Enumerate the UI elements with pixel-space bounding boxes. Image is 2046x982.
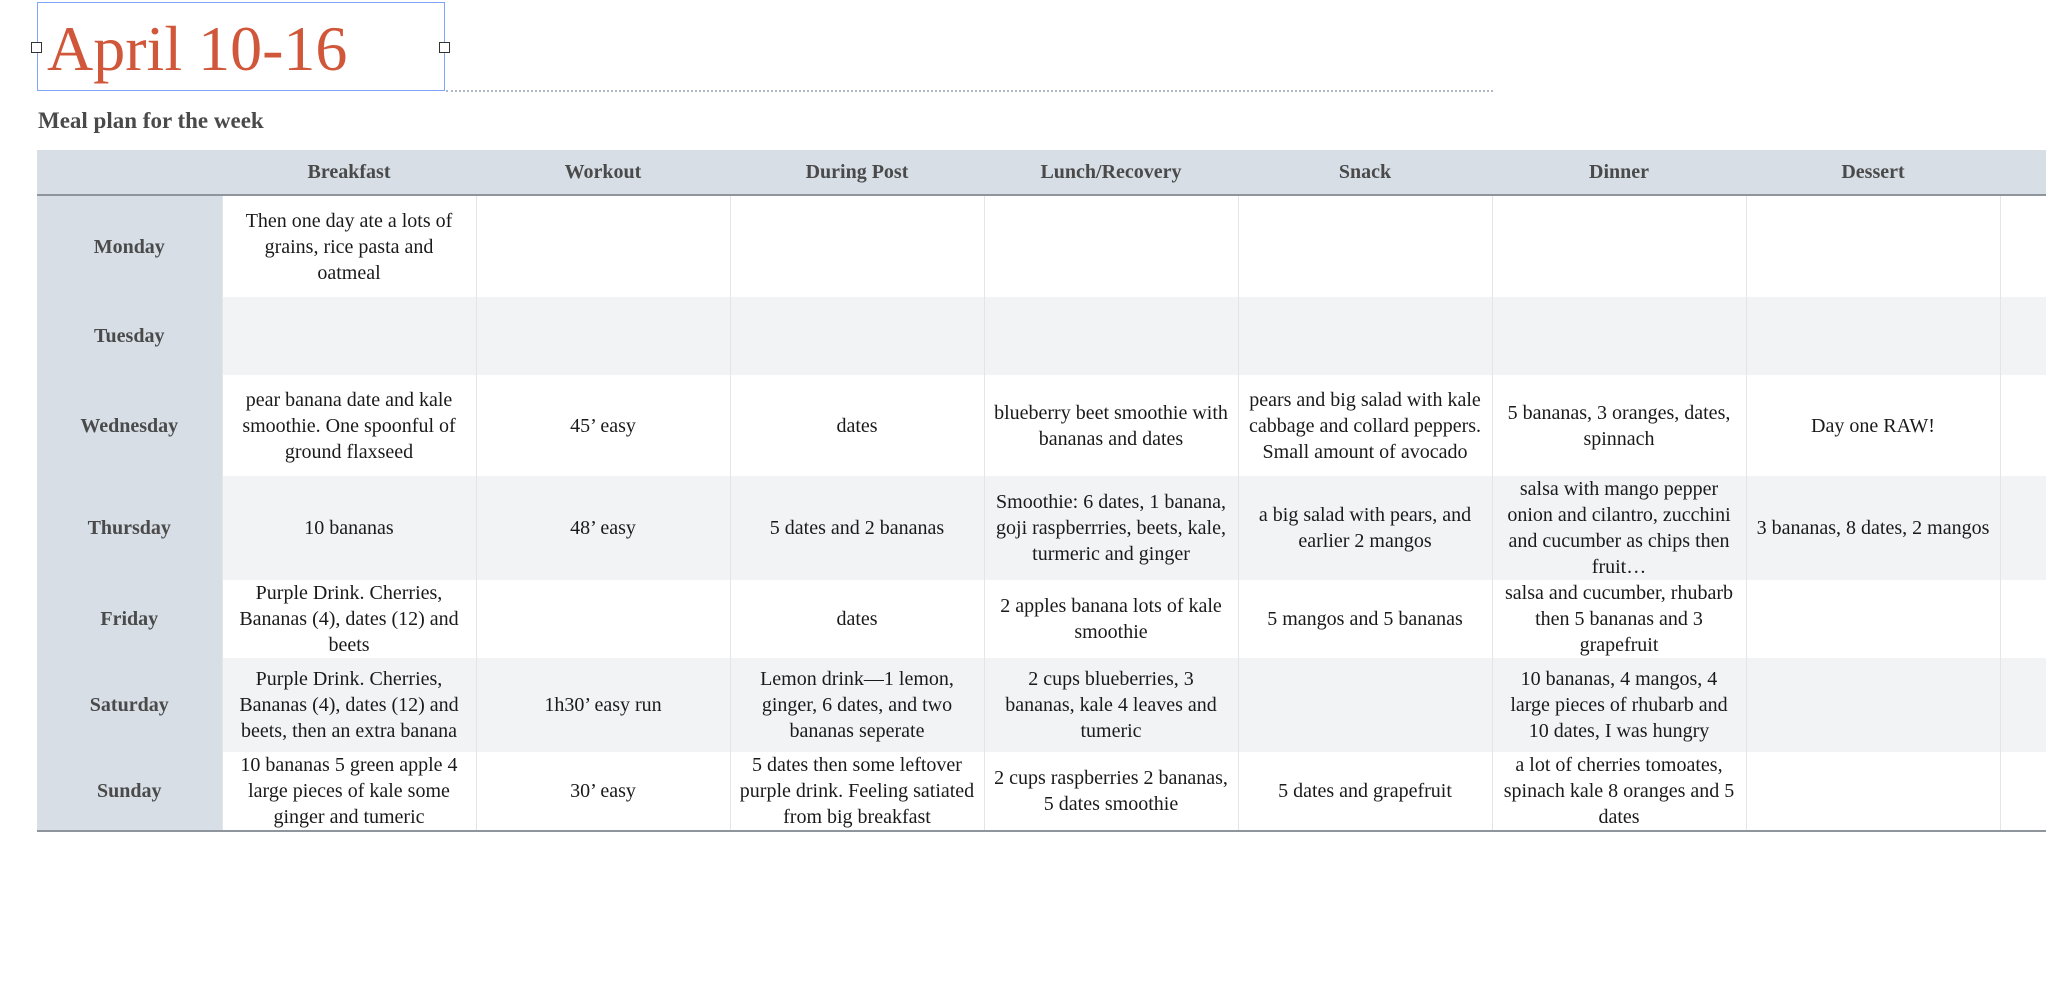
table-cell[interactable]: [1746, 580, 2000, 658]
table-caption[interactable]: Meal plan for the week: [38, 108, 264, 133]
table-cell[interactable]: [476, 297, 730, 375]
table-cell[interactable]: [2000, 580, 2046, 658]
table-cell[interactable]: 5 dates then some leftover purple drink. Feeling satiated from big breakfast: [730, 752, 984, 831]
table-cell[interactable]: [730, 297, 984, 375]
meal-plan-table[interactable]: [37, 150, 2046, 832]
row-header-day[interactable]: Monday: [37, 195, 222, 297]
table-cell[interactable]: [1238, 658, 1492, 752]
table-row: [37, 375, 2046, 476]
table-cell[interactable]: 10 bananas 5 green apple 4 large pieces of kale some ginger and tumeric: [222, 752, 476, 831]
table-cell[interactable]: [1746, 752, 2000, 831]
resize-handle-right[interactable]: [439, 42, 450, 53]
row-header-day[interactable]: Tuesday: [37, 297, 222, 375]
table-cell[interactable]: pears and big salad with kale cabbage and collard peppers. Small amount of avocado: [1238, 375, 1492, 476]
table-cell[interactable]: dates: [730, 580, 984, 658]
header-row: [37, 150, 2046, 195]
column-header[interactable]: Dinner: [1492, 150, 1746, 195]
table-cell[interactable]: [984, 195, 1238, 297]
table-cell[interactable]: [2000, 658, 2046, 752]
table-cell[interactable]: [1746, 658, 2000, 752]
table-cell[interactable]: 3 bananas, 8 dates, 2 mangos: [1746, 476, 2000, 580]
table-cell[interactable]: 5 dates and grapefruit: [1238, 752, 1492, 831]
table-cell[interactable]: 10 bananas: [222, 476, 476, 580]
table-cell[interactable]: 5 mangos and 5 bananas: [1238, 580, 1492, 658]
column-header[interactable]: Breakfast: [222, 150, 476, 195]
table-cell[interactable]: [730, 195, 984, 297]
title-text-box[interactable]: [37, 2, 445, 91]
table-cell[interactable]: [2000, 195, 2046, 297]
table-cell[interactable]: [476, 195, 730, 297]
table-cell[interactable]: 45’ easy: [476, 375, 730, 476]
row-header-day[interactable]: Wednesday: [37, 375, 222, 476]
table-cell[interactable]: dates: [730, 375, 984, 476]
table-cell[interactable]: blueberry beet smoothie with bananas and dates: [984, 375, 1238, 476]
table-cell[interactable]: [1492, 297, 1746, 375]
table-cell[interactable]: pear banana date and kale smoothie. One spoonful of ground flaxseed: [222, 375, 476, 476]
table-cell[interactable]: 1h30’ easy run: [476, 658, 730, 752]
header-corner-cell[interactable]: [37, 150, 222, 195]
table-cell[interactable]: Purple Drink. Cherries, Bananas (4), dates (12) and beets, then an extra banana: [222, 658, 476, 752]
table-cell[interactable]: [1746, 297, 2000, 375]
table-cell[interactable]: a lot of cherries tomoates, spinach kale 8 oranges and 5 dates: [1492, 752, 1746, 831]
table-cell[interactable]: [1746, 195, 2000, 297]
table-cell[interactable]: a big salad with pears, and earlier 2 mangos: [1238, 476, 1492, 580]
table-cell[interactable]: 30’ easy: [476, 752, 730, 831]
row-header-day[interactable]: Sunday: [37, 752, 222, 831]
table-cell[interactable]: Purple Drink. Cherries, Bananas (4), dates (12) and beets: [222, 580, 476, 658]
table-cell[interactable]: [1238, 297, 1492, 375]
table-cell[interactable]: 5 dates and 2 bananas: [730, 476, 984, 580]
column-header[interactable]: During Post: [730, 150, 984, 195]
table-cell[interactable]: 2 apples banana lots of kale smoothie: [984, 580, 1238, 658]
table-cell[interactable]: Day one RAW!: [1746, 375, 2000, 476]
table-cell[interactable]: [2000, 752, 2046, 831]
table-cell[interactable]: [476, 580, 730, 658]
table-row: [37, 297, 2046, 375]
table-cell[interactable]: [1238, 195, 1492, 297]
table-cell[interactable]: [2000, 476, 2046, 580]
table-cell[interactable]: [984, 297, 1238, 375]
page-title[interactable]: April 10-16: [47, 13, 348, 84]
table-cell[interactable]: salsa and cucumber, rhubarb then 5 bananas and 3 grapefruit: [1492, 580, 1746, 658]
table-row: [37, 580, 2046, 658]
table-cell[interactable]: [2000, 375, 2046, 476]
table-row: [37, 752, 2046, 831]
table-row: [37, 658, 2046, 752]
row-header-day[interactable]: Friday: [37, 580, 222, 658]
column-header[interactable]: Workout: [476, 150, 730, 195]
table-cell[interactable]: Then one day ate a lots of grains, rice pasta and oatmeal: [222, 195, 476, 297]
column-header[interactable]: Snack: [1238, 150, 1492, 195]
table-cell[interactable]: 48’ easy: [476, 476, 730, 580]
table-cell[interactable]: 5 bananas, 3 oranges, dates, spinnach: [1492, 375, 1746, 476]
row-header-day[interactable]: Thursday: [37, 476, 222, 580]
table-cell[interactable]: 2 cups blueberries, 3 bananas, kale 4 leaves and tumeric: [984, 658, 1238, 752]
table-cell[interactable]: salsa with mango pepper onion and cilantro, zucchini and cucumber as chips then fruit…: [1492, 476, 1746, 580]
row-header-day[interactable]: Saturday: [37, 658, 222, 752]
table-cell[interactable]: [2000, 297, 2046, 375]
table-row: [37, 195, 2046, 297]
title-divider: [446, 90, 1493, 92]
table-cell[interactable]: Lemon drink—1 lemon, ginger, 6 dates, and two bananas seperate: [730, 658, 984, 752]
table-cell[interactable]: 10 bananas, 4 mangos, 4 large pieces of rhubarb and 10 dates, I was hungry: [1492, 658, 1746, 752]
column-header[interactable]: Lunch/Recovery: [984, 150, 1238, 195]
table-row: [37, 476, 2046, 580]
table-cell[interactable]: [1492, 195, 1746, 297]
column-header[interactable]: Dessert: [1746, 150, 2000, 195]
table-cell[interactable]: 2 cups raspberries 2 bananas, 5 dates smoothie: [984, 752, 1238, 831]
table-cell[interactable]: [222, 297, 476, 375]
table-cell[interactable]: Smoothie: 6 dates, 1 banana, goji raspberrries, beets, kale, turmeric and ginger: [984, 476, 1238, 580]
resize-handle-left[interactable]: [31, 42, 42, 53]
column-header[interactable]: [2000, 150, 2046, 195]
